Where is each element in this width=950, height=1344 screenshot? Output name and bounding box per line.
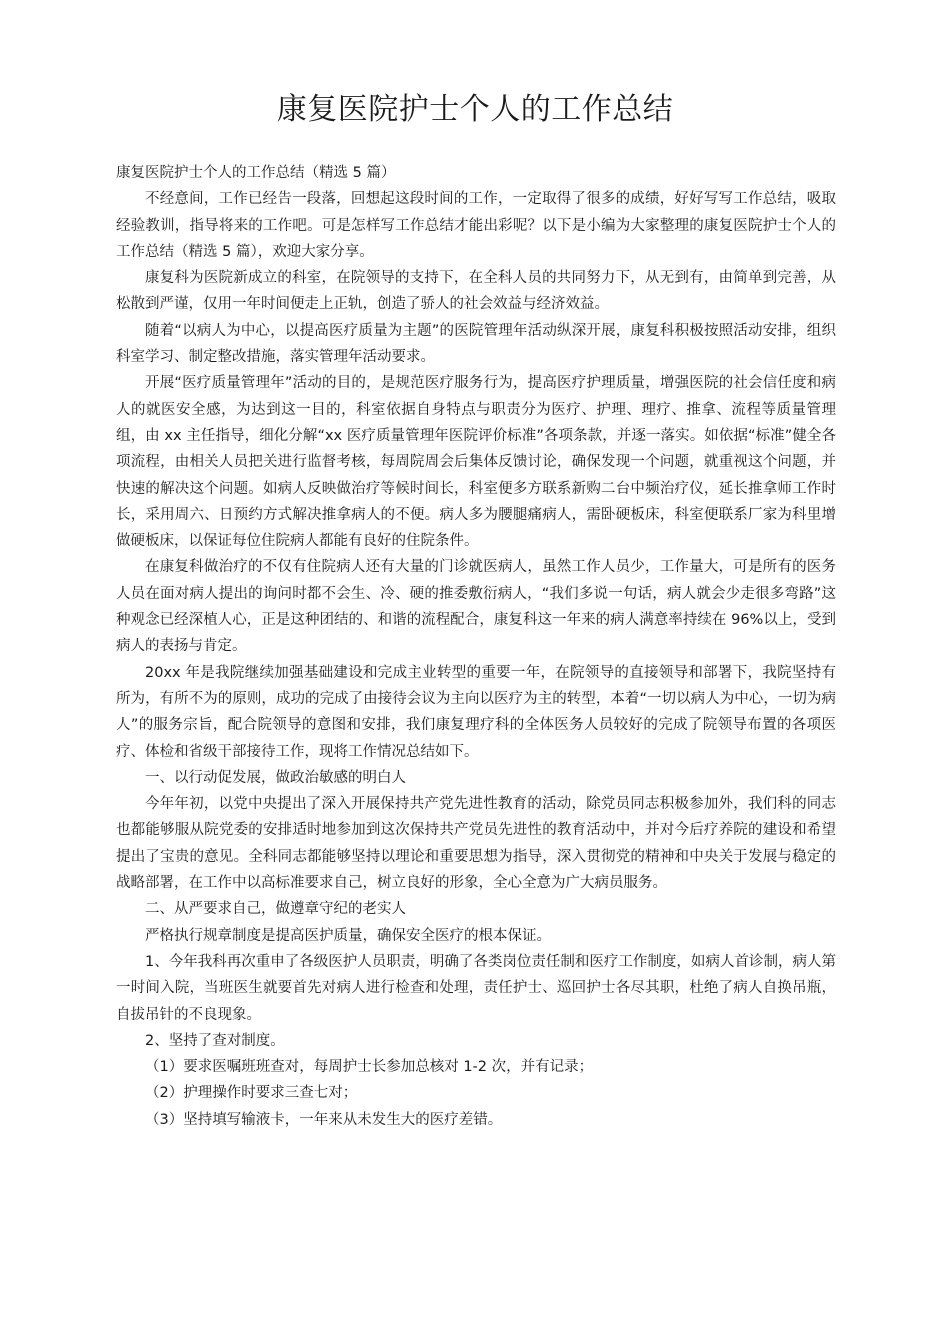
- sub-list-item: （1）要求医嘱班班查对，每周护士长参加总核对 1-2 次，并有记录；: [145, 1059, 594, 1076]
- list-item: 2、坚持了查对制度。: [145, 1032, 285, 1049]
- paragraph: 严格执行规章制度是提高医护质量，确保安全医疗的根本保证。: [145, 927, 551, 944]
- section-heading: 一、以行动促发展，做政治敏感的明白人: [145, 769, 406, 786]
- paragraph: 今年年初，以党中央提出了深入开展保持共产党先进性教育的活动，除党员同志积极参加外，我们科的同志也都能够服从院党委的安排适时地参加到这次保持共产党员先进性的教育活动中，并对今后疗养院的建设和希望提出了宝贵的意见。全科同志都能够坚持以理论和重要思想为指导，深入贯彻党的精神和中央关于发展与稳定的战略部署，在工作中以高标准要求自己，树立良好的形象，全心全意为广大病员服务。: [116, 796, 836, 892]
- document-title: 康复医院护士个人的工作总结: [276, 92, 674, 127]
- document-body: [116, 160, 836, 1133]
- paragraph: 康复科为医院新成立的科室，在院领导的支持下，在全科人员的共同努力下，从无到有，由简单到完善，从松散到严谨，仅用一年时间便走上正轨，创造了骄人的社会效益与经济效益。: [116, 270, 836, 313]
- section-heading: 二、从严要求自己，做遵章守纪的老实人: [145, 901, 406, 918]
- paragraph: 20xx 年是我院继续加强基础建设和完成主业转型的重要一年，在院领导的直接领导和部署下，我院坚持有所为，有所不为的原则，成功的完成了由接待会议为主向以医疗为主的转型，本着“一切以病人为中心，一切为病人”的服务宗旨，配合院领导的意图和安排，我们康复理疗科的全体医务人员较好的完成了院领导布置的各项医疗、体检和省级干部接待工作，现将工作情况总结如下。: [116, 664, 836, 760]
- paragraph: 不经意间，工作已经告一段落，回想起这段时间的工作，一定取得了很多的成绩，好好写写工作总结，吸取经验教训，指导将来的工作吧。可是怎样写工作总结才能出彩呢？以下是小编为大家整理的康复医院护士个人的工作总结（精选 5 篇），欢迎大家分享。: [116, 191, 836, 260]
- list-item: 1、今年我科再次重申了各级医护人员职责，明确了各类岗位责任制和医疗工作制度，如病人首诊制，病人第一时间入院，当班医生就要首先对病人进行检查和处理，责任护士、巡回护士各尽其职，杜绝了病人自换吊瓶，自拔吊针的不良现象。: [116, 953, 836, 1023]
- sub-list-item: （2）护理操作时要求三查七对；: [145, 1085, 358, 1102]
- sub-list-item: （3）坚持填写输液卡，一年来从未发生大的医疗差错。: [145, 1111, 503, 1128]
- paragraph: 开展“医疗质量管理年”活动的目的，是规范医疗服务行为，提高医疗护理质量，增强医院的社会信任度和病人的就医安全感，为达到这一目的，科室依据自身特点与职责分为医疗、护理、理疗、推拿、流程等质量管理组，由 xx 主任指导，细化分解“xx 医疗质量管理年医院评价标准”各项条款，并逐一落实。如依据“标准”健全各项流程，由相关人员把关进行监督考核，每周院周会后集体反馈讨论，确保发现一个问题，就重视这个问题，并快速的解决这个问题。如病人反映做治疗等候时间长，科室便多方联系新购二台中频治疗仪，延长推拿师工作时长，采用周六、日预约方式解决推拿病人的不便。病人多为腰腿痛病人，需卧硬板床，科室便联系厂家为科里增做硬板床，以保证每位住院病人都能有良好的住院条件。: [116, 375, 836, 550]
- paragraph: 康复医院护士个人的工作总结（精选 5 篇）: [116, 165, 396, 181]
- paragraph: 在康复科做治疗的不仅有住院病人还有大量的门诊就医病人，虽然工作人员少，工作量大，可是所有的医务人员在面对病人提出的询问时都不会生、冷、硬的推委敷衍病人，“我们多说一句话，病人就会少走很多弯路”这种观念已经深植人心，正是这种团结的、和谐的流程配合，康复科这一年来的病人满意率持续在 96%以上，受到病人的表扬与肯定。: [116, 559, 836, 655]
- paragraph: 随着“以病人为中心，以提高医疗质量为主题”的医院管理年活动纵深开展，康复科积极按照活动安排，组织科室学习、制定整改措施，落实管理年活动要求。: [116, 322, 836, 366]
